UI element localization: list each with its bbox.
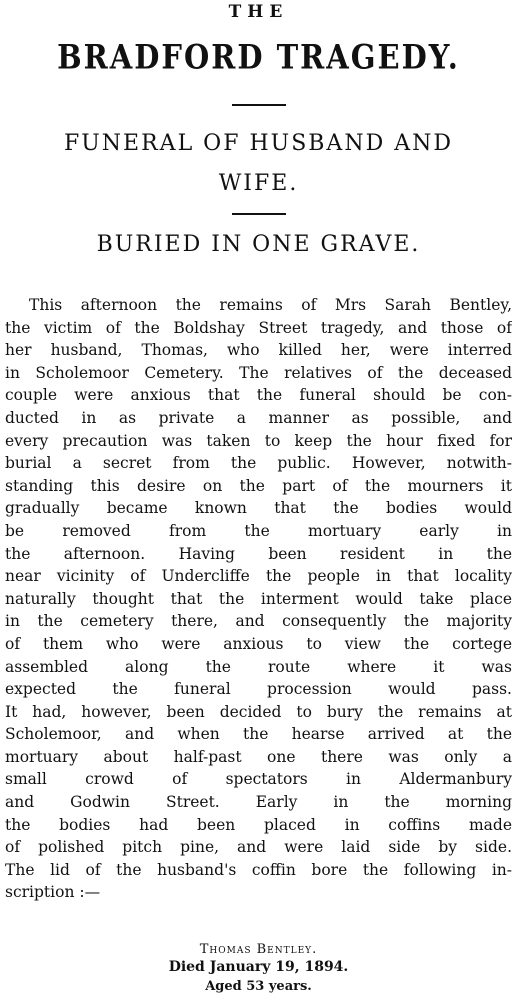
article-line: This afternoon the remains of Mrs Sarah Bentley, xyxy=(29,296,512,314)
article-line: scription :— xyxy=(5,883,101,902)
article-line: of them who were anxious to view the cortege xyxy=(5,634,512,653)
divider-rule xyxy=(232,213,286,215)
article-line: It had, however, been decided to bury the remains at xyxy=(5,702,512,721)
article-body xyxy=(5,294,512,904)
inscription-name: Thomas Bentley. xyxy=(199,942,318,957)
secondary-subheadline: BURIED IN ONE GRAVE. xyxy=(96,232,421,257)
kicker: THE xyxy=(228,2,289,22)
article-line: the victim of the Boldshay Street tragedy, and those of xyxy=(5,318,512,337)
article-line: mortuary about half-past one there was only a xyxy=(5,747,512,766)
article-line: the afternoon. Having been resident in the xyxy=(5,544,512,563)
article-line: near vicinity of Undercliffe the people in that locality xyxy=(5,567,512,586)
article-line: Scholemoor, and when the hearse arrived at the xyxy=(5,725,512,744)
headline: BRADFORD TRAGEDY. xyxy=(57,37,460,77)
subheadline xyxy=(0,124,517,204)
article-line: be removed from the mortuary early in xyxy=(5,521,512,540)
article-line: standing this desire on the part of the mourners it xyxy=(5,476,512,495)
article-line: the bodies had been placed in coffins made xyxy=(5,815,512,834)
article-line: and Godwin Street. Early in the morning xyxy=(5,793,512,812)
article-line: gradually became known that the bodies would xyxy=(5,499,512,518)
article-line: in the cemetery there, and consequently the majority xyxy=(5,612,512,631)
inscription-age: Aged 53 years. xyxy=(205,979,312,994)
article-line: assembled along the route where it was xyxy=(5,657,512,676)
article-line: every precaution was taken to keep the hour fixed for xyxy=(5,431,512,450)
article-line: expected the funeral procession would pass. xyxy=(5,680,512,699)
article-line: of polished pitch pine, and were laid side by side. xyxy=(5,838,512,857)
article-line: ducted in as private a manner as possible, and xyxy=(5,408,512,427)
subheadline-line-2: WIFE. xyxy=(218,171,299,196)
article-line: in Scholemoor Cemetery. The relatives of the deceased xyxy=(5,363,512,382)
article-line: small crowd of spectators in Aldermanbury xyxy=(5,770,512,789)
article-line: naturally thought that the interment would take place xyxy=(5,589,512,608)
article-line: couple were anxious that the funeral should be con- xyxy=(5,386,512,405)
article-line: burial a secret from the public. However, notwith- xyxy=(5,454,512,473)
divider-rule xyxy=(232,104,286,106)
article-line: her husband, Thomas, who killed her, were interred xyxy=(5,341,512,360)
article-line: The lid of the husband's coffin bore the following in- xyxy=(5,860,512,879)
subheadline-line-1: FUNERAL OF HUSBAND AND xyxy=(64,131,453,156)
inscription-date: Died January 19, 1894. xyxy=(168,959,349,975)
